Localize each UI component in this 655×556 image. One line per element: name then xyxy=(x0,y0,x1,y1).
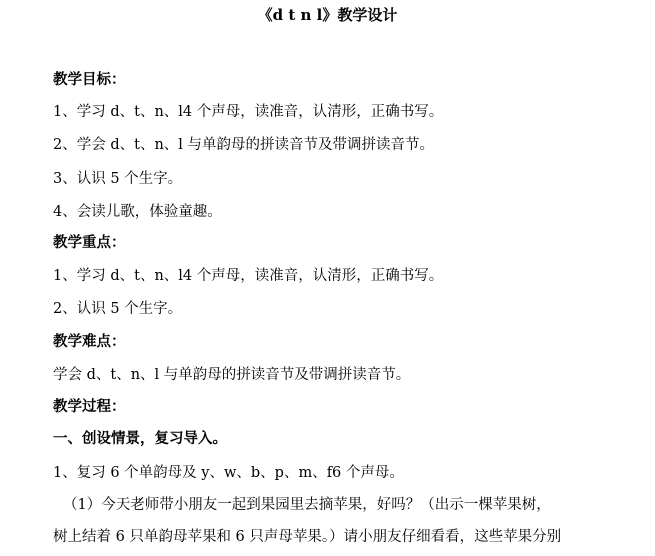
objective-item-3: 3、认识 5 个生字。 xyxy=(53,171,183,187)
objective-item-1: 1、学习 d、t、n、l4 个声母，读准音，认清形，正确书写。 xyxy=(53,104,444,120)
section-heading-difficulties: 教学难点： xyxy=(53,333,126,350)
section-heading-objectives: 教学目标： xyxy=(53,71,126,88)
key-point-item-1: 1、学习 d、t、n、l4 个声母，读准音，认清形，正确书写。 xyxy=(53,268,444,284)
difficulty-text: 学会 d、t、n、l 与单韵母的拼读音节及带调拼读音节。 xyxy=(53,367,411,383)
section-heading-process: 教学过程： xyxy=(53,398,126,415)
process-paragraph-line-1: （1）今天老师带小朋友一起到果园里去摘苹果，好吗？（出示一棵苹果树， xyxy=(63,497,551,513)
key-point-item-2: 2、认识 5 个生字。 xyxy=(53,301,183,317)
process-step-1-heading: 一、创设情景，复习导入。 xyxy=(53,430,227,447)
document-title: 《d t n l》教学设计 xyxy=(257,6,398,24)
section-heading-key-points: 教学重点： xyxy=(53,234,126,251)
process-paragraph-line-2: 树上结着 6 只单韵母苹果和 6 只声母苹果。）请小朋友仔细看看，这些苹果分别 xyxy=(53,529,562,545)
process-item-1: 1、复习 6 个单韵母及 y、w、b、p、m、f6 个声母。 xyxy=(53,465,404,481)
objective-item-2: 2、学会 d、t、n、l 与单韵母的拼读音节及带调拼读音节。 xyxy=(53,137,435,153)
objective-item-4: 4、会读儿歌，体验童趣。 xyxy=(53,204,222,220)
